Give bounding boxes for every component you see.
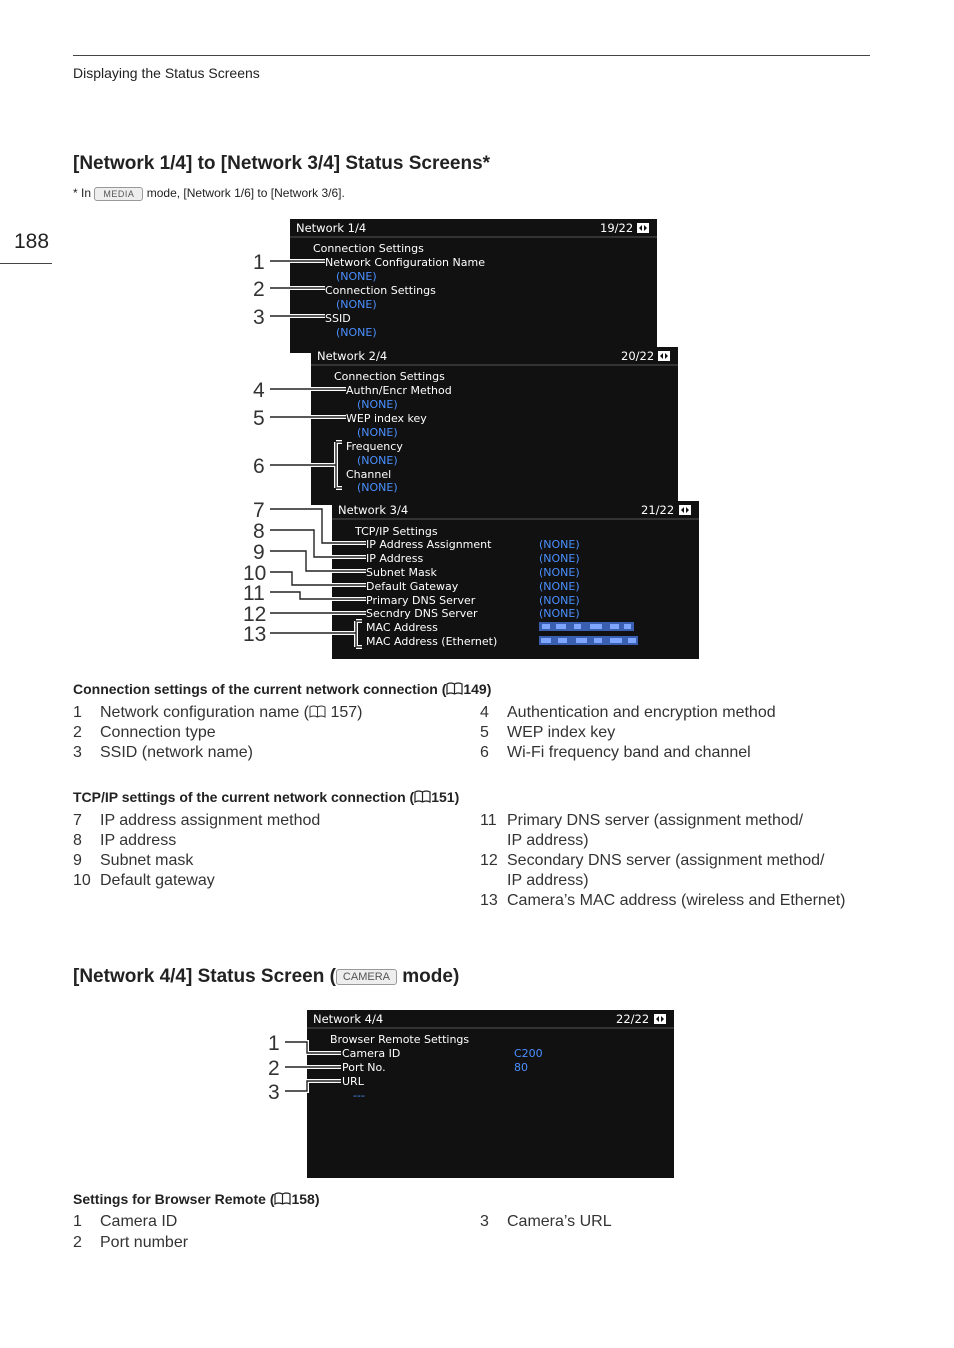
list-item-continuation [480, 872, 900, 892]
item-text: Wi-Fi frequency band and channel [507, 744, 751, 761]
screen4-group: Browser Remote Settings [330, 1033, 470, 1046]
callout-number: 4 [253, 379, 265, 402]
item-number: 9 [73, 852, 82, 869]
item-number: 4 [480, 704, 489, 721]
section-title-network-1-3: [Network 1/4] to [Network 3/4] Status Screens* [73, 153, 491, 174]
connection-settings-heading-text: Connection settings of the current network connection ( [73, 681, 447, 697]
list-item [480, 704, 880, 724]
item-text: IP address) [507, 832, 589, 849]
screen4-label: Camera ID [342, 1047, 401, 1060]
screen3-label: Subnet Mask [366, 566, 437, 579]
book-icon [414, 790, 431, 803]
screen2-group: Connection Settings [334, 370, 445, 383]
callout-number: 1 [268, 1032, 280, 1055]
list-item-continuation [480, 832, 900, 852]
book-icon [309, 705, 326, 718]
callout-number: 3 [253, 306, 265, 329]
browser-remote-heading [73, 1191, 320, 1207]
network-4-status-screen-figure [255, 1005, 685, 1183]
list-item [480, 812, 900, 832]
screen3-label: IP Address [366, 552, 424, 565]
callout-number: 3 [268, 1081, 280, 1104]
tcpip-list-right [480, 812, 900, 912]
page-ref: 149) [463, 681, 492, 697]
item-text: Authentication and encryption method [507, 704, 776, 721]
item-text: IP address [100, 832, 177, 849]
screen3-value: (NONE) [539, 607, 580, 620]
book-icon [274, 1192, 291, 1205]
screen3-group: TCP/IP Settings [355, 525, 438, 538]
item-number: 2 [73, 1234, 82, 1251]
screen3-label: MAC Address [366, 621, 438, 634]
item-text: IP address assignment method [100, 812, 321, 829]
callout-number: 7 [253, 499, 265, 522]
screen-network-2 [311, 347, 678, 505]
screen4-label: URL [342, 1075, 364, 1088]
callout-number: 2 [253, 278, 265, 301]
screen3-value: (NONE) [539, 594, 580, 607]
callout-number: 9 [253, 541, 265, 564]
item-text: SSID (network name) [100, 744, 253, 761]
screen3-label: MAC Address (Ethernet) [366, 635, 498, 648]
screen3-label: Default Gateway [366, 580, 459, 593]
list-item [73, 812, 473, 832]
screen3-label: IP Address Assignment [366, 538, 492, 551]
header-rule [73, 55, 870, 56]
book-icon [446, 682, 463, 695]
screen2-value: (NONE) [357, 426, 398, 439]
screen2-page: 20/22 [621, 349, 655, 363]
camera-mode-badge: CAMERA [336, 969, 397, 985]
callout-number: 1 [253, 251, 265, 274]
screen1-value: (NONE) [336, 326, 377, 339]
item-text: Camera’s MAC address (wireless and Ethernet) [507, 892, 846, 909]
callout-number: 11 [243, 582, 265, 605]
item-text: WEP index key [507, 724, 616, 741]
screen3-value: (NONE) [539, 580, 580, 593]
item-text: Camera’s URL [507, 1213, 612, 1230]
list-item [480, 744, 880, 764]
mac-address-blurred [539, 622, 634, 631]
list-item [73, 1234, 473, 1255]
screen3-label: Secndry DNS Server [366, 607, 478, 620]
screen4-value: --- [353, 1089, 365, 1102]
tcpip-heading-text: TCP/IP settings of the current network connection ( [73, 789, 415, 805]
item-number: 11 [480, 812, 497, 829]
screen-network-1 [290, 219, 657, 353]
tcpip-settings-heading [73, 789, 459, 805]
screen2-label: WEP index key [346, 412, 427, 425]
footnote [73, 186, 345, 201]
arrows-icon [658, 351, 670, 361]
arrows-icon [679, 505, 691, 515]
item-number: 5 [480, 724, 489, 741]
screen2-title: Network 2/4 [317, 349, 388, 363]
screen4-label: Port No. [342, 1061, 386, 1074]
list-item [73, 872, 473, 892]
arrows-icon [637, 223, 649, 233]
list-item [480, 724, 880, 744]
tcpip-list-left [73, 812, 473, 892]
screen4-value: C200 [514, 1047, 543, 1060]
callout-number: 10 [243, 562, 267, 585]
list-item [73, 832, 473, 852]
connection-list-right [480, 704, 880, 764]
list-item [73, 704, 473, 724]
list-item [73, 852, 473, 872]
footnote-prefix: * In [73, 186, 92, 200]
screen1-page: 19/22 [600, 221, 634, 235]
screen1-label: Network Configuration Name [325, 256, 485, 269]
item-number: 3 [73, 744, 82, 761]
screen2-label: Authn/Encr Method [346, 384, 452, 397]
screen3-page: 21/22 [641, 503, 675, 517]
connection-list-left [73, 704, 473, 764]
item-number: 13 [480, 892, 498, 909]
page-ref: 158) [291, 1191, 320, 1207]
item-number: 7 [73, 812, 82, 829]
item-number: 6 [480, 744, 489, 761]
media-mode-badge: MEDIA [94, 187, 143, 201]
browser-list-right [480, 1213, 880, 1234]
list-item [73, 724, 473, 744]
arrows-icon [654, 1014, 666, 1024]
mac-address-ethernet-blurred [539, 636, 638, 645]
screen2-label: Frequency [346, 440, 403, 453]
browser-list-left [73, 1213, 473, 1255]
item-text: Subnet mask [100, 852, 194, 869]
item-text: Connection type [100, 724, 216, 741]
callout-number: 8 [253, 520, 265, 543]
screen4-title: Network 4/4 [313, 1012, 384, 1026]
screen3-value: (NONE) [539, 566, 580, 579]
list-item [480, 892, 900, 912]
item-text: Camera ID [100, 1213, 178, 1230]
network-status-screens-figure [230, 215, 710, 665]
callout-number: 12 [243, 603, 267, 626]
screen2-value: (NONE) [357, 398, 398, 411]
item-number: 1 [73, 704, 82, 721]
section2-title-suffix: mode) [402, 966, 460, 987]
running-head: Displaying the Status Screens [73, 65, 260, 81]
callout-number: 2 [268, 1057, 280, 1080]
screen1-value: (NONE) [336, 298, 377, 311]
item-text: Primary DNS server (assignment method/ [507, 812, 804, 829]
connection-settings-heading [73, 681, 491, 697]
section2-title-prefix: [Network 4/4] Status Screen ( [73, 966, 336, 987]
callout-number: 6 [253, 455, 265, 478]
screen3-label: Primary DNS Server [366, 594, 476, 607]
screen2-value: (NONE) [357, 454, 398, 467]
browser-heading-text: Settings for Browser Remote ( [73, 1191, 275, 1207]
item-label: Network configuration name ( [100, 704, 309, 721]
callout-numbers [243, 251, 266, 646]
item-number: 8 [73, 832, 82, 849]
callout-numbers [268, 1032, 280, 1104]
item-number: 2 [73, 724, 82, 741]
callout-number: 13 [243, 623, 267, 646]
list-item [73, 1213, 473, 1234]
section-title-network-4 [73, 966, 459, 988]
screen3-title: Network 3/4 [338, 503, 409, 517]
item-number: 3 [480, 1213, 489, 1230]
screen-network-4 [307, 1010, 674, 1178]
screen3-value: (NONE) [539, 552, 580, 565]
page-number-rule [0, 263, 52, 264]
screen1-group: Connection Settings [313, 242, 424, 255]
page-number: 188 [14, 230, 50, 253]
list-item [480, 852, 900, 872]
screen3-value: (NONE) [539, 538, 580, 551]
screen4-value: 80 [514, 1061, 528, 1074]
screen1-label: Connection Settings [325, 284, 436, 297]
callout-number: 5 [253, 407, 265, 430]
screen1-value: (NONE) [336, 270, 377, 283]
item-text: Default gateway [100, 872, 215, 889]
item-text [100, 704, 362, 722]
screen1-title: Network 1/4 [296, 221, 367, 235]
item-text: Port number [100, 1234, 189, 1251]
page-ref: 157) [330, 704, 363, 721]
footnote-suffix: mode, [Network 1/6] to [Network 3/6]. [146, 186, 345, 200]
list-item [480, 1213, 880, 1234]
screen4-page: 22/22 [616, 1012, 650, 1026]
list-item [73, 744, 473, 764]
screen2-label: Channel [346, 468, 392, 481]
screen-network-3 [332, 501, 699, 659]
item-number: 1 [73, 1213, 82, 1230]
item-number: 10 [73, 872, 91, 889]
item-text: IP address) [507, 872, 589, 889]
page-ref: 151) [431, 789, 460, 805]
item-number: 12 [480, 852, 498, 869]
item-text: Secondary DNS server (assignment method/ [507, 852, 825, 869]
screen1-label: SSID [325, 312, 351, 325]
screen2-value: (NONE) [357, 481, 398, 494]
